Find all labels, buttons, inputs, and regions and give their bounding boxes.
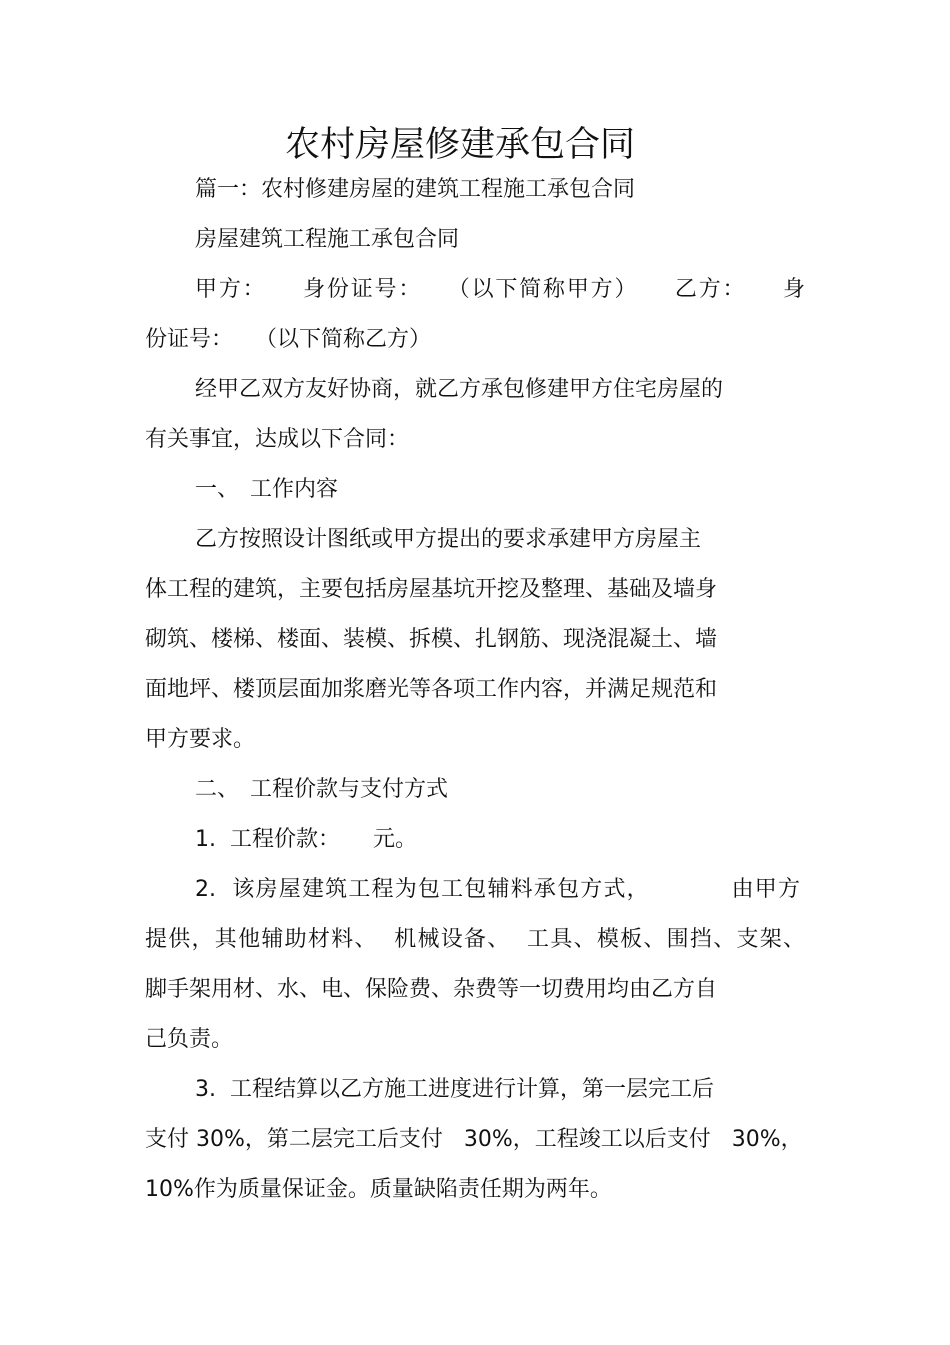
paragraph-line: 体工程的建筑，主要包括房屋基坑开挖及整理、基础及墙身	[145, 577, 718, 602]
paragraph-line: 支付 30%，第二层完工后支付 30%，工程竣工以后支付 30%，	[145, 1127, 803, 1152]
paragraph-line: 甲方要求。	[145, 727, 256, 752]
contract-name: 房屋建筑工程施工承包合同	[195, 227, 460, 252]
paragraph-line: 己负责。	[145, 1027, 234, 1052]
clause-heading: 二、 工程价款与支付方式	[195, 777, 449, 802]
document-title: 农村房屋修建承包合同	[284, 125, 635, 165]
paragraph-line: 10%作为质量保证金。质量缺陷责任期为两年。	[145, 1177, 612, 1202]
section-heading: 篇一：农村修建房屋的建筑工程施工承包合同	[195, 177, 636, 202]
party-line-continued: 份证号： （以下简称乙方）	[145, 327, 432, 352]
paragraph-line: 砌筑、楼梯、楼面、装模、拆模、扎钢筋、现浇混凝土、墙	[145, 627, 718, 652]
paragraph-line: 乙方按照设计图纸或甲方提出的要求承建甲方房屋主	[195, 527, 702, 552]
clause-heading: 一、 工作内容	[195, 477, 339, 502]
numbered-item: 3. 工程结算以乙方施工进度进行计算，第一层完工后	[195, 1077, 714, 1102]
paragraph-line: 脚手架用材、水、电、保险费、杂费等一切费用均由乙方自	[145, 977, 718, 1002]
paragraph-line: 面地坪、楼顶层面加浆磨光等各项工作内容，并满足规范和	[145, 677, 718, 702]
paragraph-line: 经甲乙双方友好协商，就乙方承包修建甲方住宅房屋的	[195, 377, 724, 402]
paragraph-line: 有关事宜，达成以下合同：	[145, 427, 410, 452]
party-line: 甲方： 身份证号： （以下简称甲方） 乙方： 身	[195, 277, 805, 302]
numbered-item: 2. 该房屋建筑工程为包工包辅料承包方式， 由甲方	[195, 877, 800, 902]
numbered-item: 1. 工程价款： 元。	[195, 827, 417, 852]
paragraph-line: 提供，其他辅助材料、 机械设备、 工具、模板、围挡、支架、	[145, 927, 805, 952]
